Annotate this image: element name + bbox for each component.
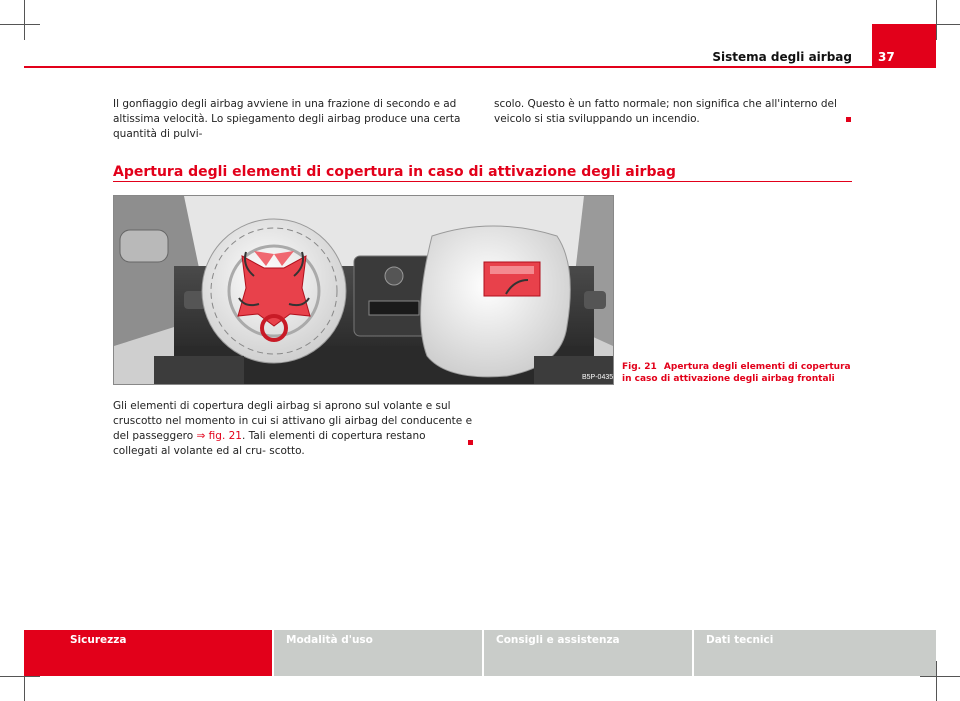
- figure-caption: [622, 361, 862, 385]
- intro-paragraph-right: [494, 97, 854, 127]
- section-title: Apertura degli elementi di copertura in caso di attivazione degli airbag: [113, 164, 676, 180]
- footer-tab-label: Dati tecnici: [706, 634, 774, 646]
- crop-mark: [936, 0, 937, 40]
- crop-mark: [0, 24, 40, 25]
- footer-tab-label: Sicurezza: [70, 634, 127, 646]
- figure-reference-link[interactable]: ⇒ fig. 21: [196, 430, 242, 442]
- end-of-section-marker: [468, 440, 473, 445]
- page-number: 37: [878, 50, 895, 64]
- body-text-after-ref: . Tali elementi di copertura restano collegati al volante ed al cru- scotto.: [113, 430, 426, 457]
- footer-tab-dati-tecnici[interactable]: [694, 630, 936, 676]
- crop-mark: [920, 676, 960, 677]
- crop-mark: [24, 0, 25, 40]
- crop-mark: [936, 661, 937, 701]
- crop-mark: [0, 676, 40, 677]
- running-header-title: Sistema degli airbag: [712, 50, 852, 64]
- end-of-section-marker: [846, 117, 851, 122]
- airbag-illustration: [114, 196, 613, 384]
- body-paragraph: [113, 399, 473, 459]
- header-rule: [24, 66, 936, 68]
- footer-tab-sicurezza[interactable]: [24, 630, 272, 676]
- footer-tab-label: Consigli e assistenza: [496, 634, 620, 646]
- footer-tab-modalita[interactable]: [274, 630, 482, 676]
- intro-paragraph-right-text: scolo. Questo è un fatto normale; non significa che all'interno del veicolo si stia sviluppando un incendio.: [494, 98, 837, 125]
- figure-caption-text: Apertura degli elementi di copertura in caso di attivazione degli airbag frontali: [622, 362, 851, 384]
- intro-paragraph-left: Il gonfiaggio degli airbag avviene in una frazione di secondo e ad altissima velocità. Lo spiegamento degli airbag produce una certa quantità di pulvi-: [113, 98, 461, 140]
- section-rule: [113, 181, 852, 182]
- footer-tab-consigli[interactable]: [484, 630, 692, 676]
- figure-caption-label: Fig. 21: [622, 362, 657, 372]
- footer-tab-label: Modalità d'uso: [286, 634, 373, 646]
- figure-code: B5P-0435: [582, 374, 613, 381]
- body-text-before-ref: Gli elementi di copertura degli airbag si aprono sul volante e sul cruscotto nel momento in cui si attivano gli airbag del conducente e del passeggero: [113, 400, 473, 442]
- airbag-figure: [113, 195, 614, 385]
